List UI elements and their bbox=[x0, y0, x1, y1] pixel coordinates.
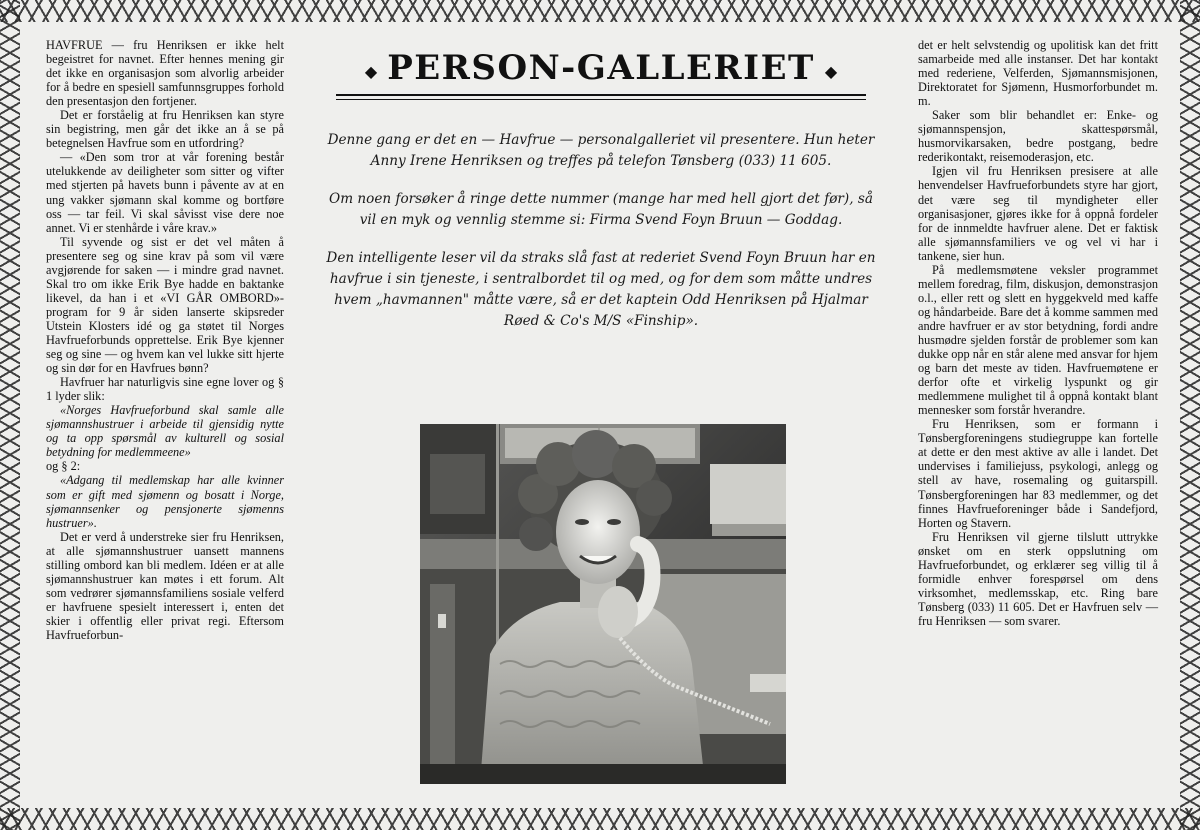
portrait-photo bbox=[420, 424, 786, 784]
zigzag-border-right bbox=[1180, 0, 1200, 830]
zigzag-border-top bbox=[0, 0, 1200, 22]
center-section bbox=[320, 40, 882, 349]
intro-paragraph: Om noen forsøker å ringe dette nummer (mange har med hell gjort det før), så vil en myk og vennlig stemme si: Firma Svend Foyn Bruun — Goddag. bbox=[329, 191, 873, 228]
article-paragraph: Til syvende og sist er det vel måten å presentere seg og sine krav på som vil være avgjørende for saken — i mindre grad navnet. Skal tro om ikke Erik Bye hadde en baktanke likevel, da han i et «VI GÅR OMBORD»-program for 9 år siden lanserte skipsreder Utstein Klosters idé og ga støtet til Norges Havfrueforbunds opprettelse. Erik Bye kjenner seg og sine — og hvem kan vel lukke sitt hjerte og sin dør for en Havfrues bønn? bbox=[46, 234, 284, 376]
zigzag-border-left bbox=[0, 0, 20, 830]
article-paragraph: Det er verd å understreke sier fru Henriksen, at alle sjømannshustruer uansett mannens stilling ombord kan bli medlem. Idéen er at alle sjømannshustruer kan møtes i ett forum. Alt som vedrører sjømannsfamiliens sosiale velferd er havfruene spesielt interessert i, enten det skier i offentlig eller privat regi. Eftersom Havfrueforbun- bbox=[46, 529, 284, 642]
intro-paragraph: Denne gang er det en — Havfrue — personalgalleriet vil presentere. Hun heter Anny Irene Henriksen og treffes på telefon Tønsberg (033) 11 605. bbox=[327, 132, 875, 169]
left-column bbox=[46, 38, 284, 642]
intro-text bbox=[320, 130, 882, 332]
page-title: PERSON-GALLERIET bbox=[387, 48, 815, 88]
article-paragraph: Det er forståelig at fru Henriksen kan styre sin begistring, men går det ikke an å se på betegnelsen Havfrue som en utfordring? bbox=[46, 108, 284, 151]
article-paragraph: På medlemsmøtene veksler programmet mellem foredrag, film, diskusjon, demonstrasjon o.l., eller rett og slett en hyggekveld med kaffe og håndarbeide. Bare det å komme sammen med andre havfruer er av stor betydning, fordi andre husmødre sjelden forstår de problemer som kan dukke opp når en står alene med ansvar for hjem og barn det meste av tiden. Havfruemøtene er derfor ofte et virkelig lyspunkt og gir medlemmene mulighet til å oppnå kontakt blant mennesker som forstår hverandre. bbox=[918, 262, 1158, 418]
article-paragraph: og § 2: bbox=[46, 459, 81, 474]
title-rule-thin bbox=[336, 99, 866, 100]
title-rule bbox=[336, 94, 866, 96]
zigzag-border-bottom bbox=[0, 808, 1200, 830]
title-block bbox=[320, 40, 882, 100]
diamond-icon: ◆ bbox=[364, 62, 378, 81]
article-paragraph: Havfruer har naturligvis sine egne lover og § 1 lyder slik: bbox=[46, 375, 284, 404]
article-paragraph: Fru Henriksen vil gjerne tilslutt uttrykke ønsket om en sterk oppslutning om Havfrueforbundet, og erklærer seg villig til å formidle enhver forespørsel om dens virksomhet, medlemsskap, etc. Ring bare Tønsberg (033) 11 605. Det er Havfruen selv — fru Henriksen — som svarer. bbox=[918, 529, 1158, 628]
diamond-icon: ◆ bbox=[824, 62, 838, 81]
article-paragraph: — «Den som tror at vår forening består utelukkende av deiligheter som sitter og vifter med stjerten på havets bunn i påvente av at en ung vakker sjømann skal komme og bortføre oss — tar feil. Vi skal såvisst vise dere noe annet. Vi er stenhårde i våre krav.» bbox=[46, 150, 284, 235]
article-paragraph: Igjen vil fru Henriksen presisere at alle henvendelser Havfrueforbundets styre har gjort, det være seg til myndigheter eller organisasjoner, gjøres ikke for å oppnå fordeler for de innmeldte havfruer alene. Det er faktisk alle sjømannsfamiliers ve og vel vi har i tankene, sier hun. bbox=[918, 164, 1158, 263]
article-paragraph: Saker som blir behandlet er: Enke- og sjømannspensjon, skattespørsmål, husmorvikarsaken, bedre postgang, bedre rederikontakt, reisemoderasjon, etc. bbox=[918, 108, 1158, 165]
article-paragraph: HAVFRUE — fru Henriksen er ikke helt begeistret for navnet. Efter hennes mening gir det ikke en organisasjon som alvorlig arbeider for å bedre en spesiell samfunnsgruppes forhold den presentasjon den fortjener. bbox=[46, 38, 284, 109]
article-paragraph: Fru Henriksen, som er formann i Tønsbergforeningens studiegruppe kan fortelle at dette er den mest aktive av alle i landet. Det undervises i familiejuss, psykologi, anlegg og stell av have, rosemaling og guitarspill. Tønsbergforeningen har 83 medlemmer, og det finnes Havfrueforeninger både i Sandefjord, Horten og Stavern. bbox=[918, 417, 1158, 530]
right-column bbox=[918, 38, 1158, 628]
article-paragraph: «Norges Havfrueforbund skal samle alle sjømannshustruer i arbeide til gjensidig nytte og ta opp spørsmål av kulturell og sosial betydning for medlemmeene» bbox=[46, 403, 284, 460]
article-paragraph: «Adgang til medlemskap har alle kvinner som er gift med sjømenn og bosatt i Norge, sjømannsenker og pensjonerte sjømenns hustruer». bbox=[46, 473, 284, 530]
intro-paragraph: Den intelligente leser vil da straks slå fast at rederiet Svend Foyn Bruun har en havfrue i sin tjeneste, i sentralbordet til og med, og for dem som måtte undres hvem „havmannen" måtte være, så er det kaptein Odd Henriksen på Hjalmar Røed & Co's M/S «Finship». bbox=[326, 250, 876, 329]
woman-on-telephone-photo bbox=[420, 424, 786, 784]
article-paragraph: det er helt selvstendig og upolitisk kan det fritt samarbeide med alle instanser. Det har kontakt med rederiene, Velferden, Sjømannsmisjonen, Direktoratet for Sjømenn, Husmorforbundet m. m. bbox=[918, 38, 1158, 109]
